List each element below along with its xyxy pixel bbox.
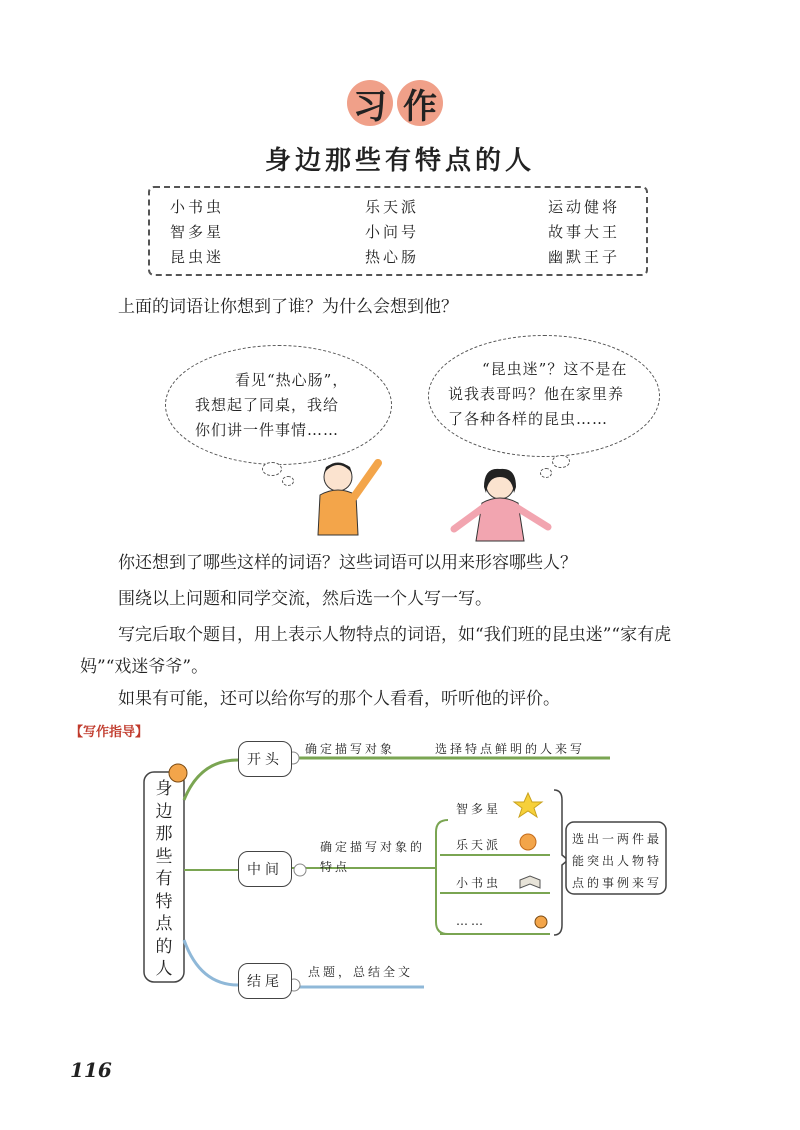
ending-note: 点题，总结全文 [308,965,414,979]
central-char: 的 [155,936,173,957]
word: 智多星 [170,223,225,241]
bubble-right-line: 说我表哥吗？他在家里养 [448,385,625,403]
page-subtitle: 身边那些有特点的人 [264,146,535,176]
middle-item: 智多星 [456,802,502,816]
title-char-1: 习 [353,86,387,127]
central-char: 有 [155,869,173,889]
bubble-left-line: 看见“热心肠”， [235,371,349,389]
opening-note-1: 确定描写对象 [305,742,396,756]
word: 热心肠 [365,248,420,266]
paragraph-1: 你还想到了哪些这样的词语？这些词语可以用来形容哪些人？ [118,553,577,573]
central-topic [151,778,177,981]
bubble-right-line: “昆虫迷”？这不是在 [482,360,628,378]
node-opening: 开头 [238,741,292,777]
central-char: 些 [155,846,173,867]
page-number: 116 [70,1058,112,1082]
middle-item: 乐天派 [456,838,502,852]
paragraph-3-line-2: 妈”“戏迷爷爷”。 [80,657,209,677]
example-box-line: 能突出人物特 [572,854,663,868]
central-char: 特 [155,891,173,912]
word: 运动健将 [548,198,621,216]
word: 故事大王 [548,223,621,241]
word: 昆虫迷 [170,248,225,266]
central-char: 点 [155,914,173,934]
node-ending: 结尾 [238,963,292,999]
word: 小书虫 [170,198,225,216]
bubble-left-line: 我想起了同桌，我给 [195,396,340,414]
node-middle: 中间 [238,851,292,887]
central-char: 那 [155,824,173,844]
word: 乐天派 [365,198,420,216]
opening-note-2: 选择特点鲜明的人来写 [435,742,586,756]
writing-guide-label: 【写作指导】 [70,725,149,740]
question-1: 上面的词语让你想到了谁？为什么会想到他？ [118,297,458,317]
word: 小问号 [365,223,420,241]
central-char: 身 [155,779,173,799]
central-char: 边 [155,801,173,822]
paragraph-2: 围绕以上问题和同学交流，然后选一个人写一写。 [118,589,492,609]
title-char-2: 作 [403,86,437,127]
bubble-left-line: 你们讲一件事情…… [195,421,340,439]
middle-item: 小书虫 [456,876,502,890]
example-box-line: 点的事例来写 [572,876,663,890]
middle-note-line-2: 特点 [320,860,351,874]
word: 幽默王子 [548,248,621,266]
bubble-right-line: 了各种各样的昆虫…… [448,410,609,428]
paragraph-3-line-1: 写完后取个题目，用上表示人物特点的词语，如“我们班的昆虫迷”“家有虎 [118,625,672,645]
middle-item: …… [456,914,486,928]
paragraph-4: 如果有可能，还可以给你写的那个人看看，听听他的评价。 [118,689,560,709]
middle-note-line-1: 确定描写对象的 [320,840,426,854]
example-box-line: 选出一两件最 [572,832,663,846]
central-char: 人 [155,959,173,979]
